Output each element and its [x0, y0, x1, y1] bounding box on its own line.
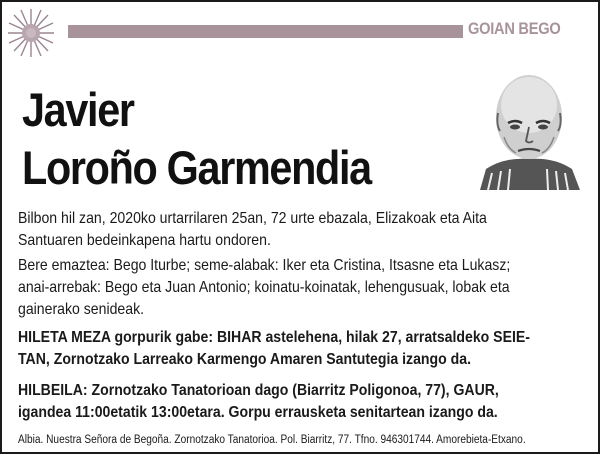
- eguzkilore-flower-icon: [6, 6, 56, 60]
- text-line: TAN, Zornotzako Larreako Karmengo Amaren Santutegia izango da.: [18, 351, 471, 368]
- text-line: Santuaren bedeinkapena hartu ondoren.: [18, 232, 271, 249]
- funeral-mass-info: [18, 327, 546, 371]
- text-line: HILBEILA: Zornotzako Tanatorioan dago (Biarritz Poligonoa, 77), GAUR,: [18, 382, 499, 399]
- wake-info: [18, 380, 546, 424]
- text-line: gainerako senideak.: [18, 301, 145, 318]
- deceased-surnames: Loroño Garmendia: [22, 141, 371, 194]
- text-line: igandea 11:00etatik 13:00etara. Gorpu errausketa senitartean izango da.: [18, 404, 498, 421]
- deceased-first-name: Javier: [22, 83, 134, 136]
- text-line: anai-arrebak: Bego eta Juan Antonio; koinatu-koinatak, lehengusuak, lobak eta: [18, 279, 510, 296]
- death-announcement: [18, 208, 546, 252]
- text-line: HILETA MEZA gorpurik gabe: BIHAR astelehena, hilak 27, arratsaldeko SEIE-: [18, 329, 530, 346]
- family-list: [18, 255, 546, 321]
- text-line: Bere emaztea: Bego Iturbe; seme-alabak: Iker eta Cristina, Itsasne eta Lukasz;: [18, 257, 511, 274]
- funeral-home-footer: Albia. Nuestra Señora de Begoña. Zornotzako Tanatorioa. Pol. Biarritz, 77. Tfno. 946301744. Amorebieta-Etxano.: [18, 434, 526, 446]
- text-line: Bilbon hil zan, 2020ko urtarrilaren 25an, 72 urte ebazala, Elizakoak eta Aita: [18, 210, 487, 227]
- section-title: GOIAN BEGO: [468, 19, 561, 38]
- portrait-photo: [474, 65, 584, 190]
- header-rule: [68, 25, 463, 38]
